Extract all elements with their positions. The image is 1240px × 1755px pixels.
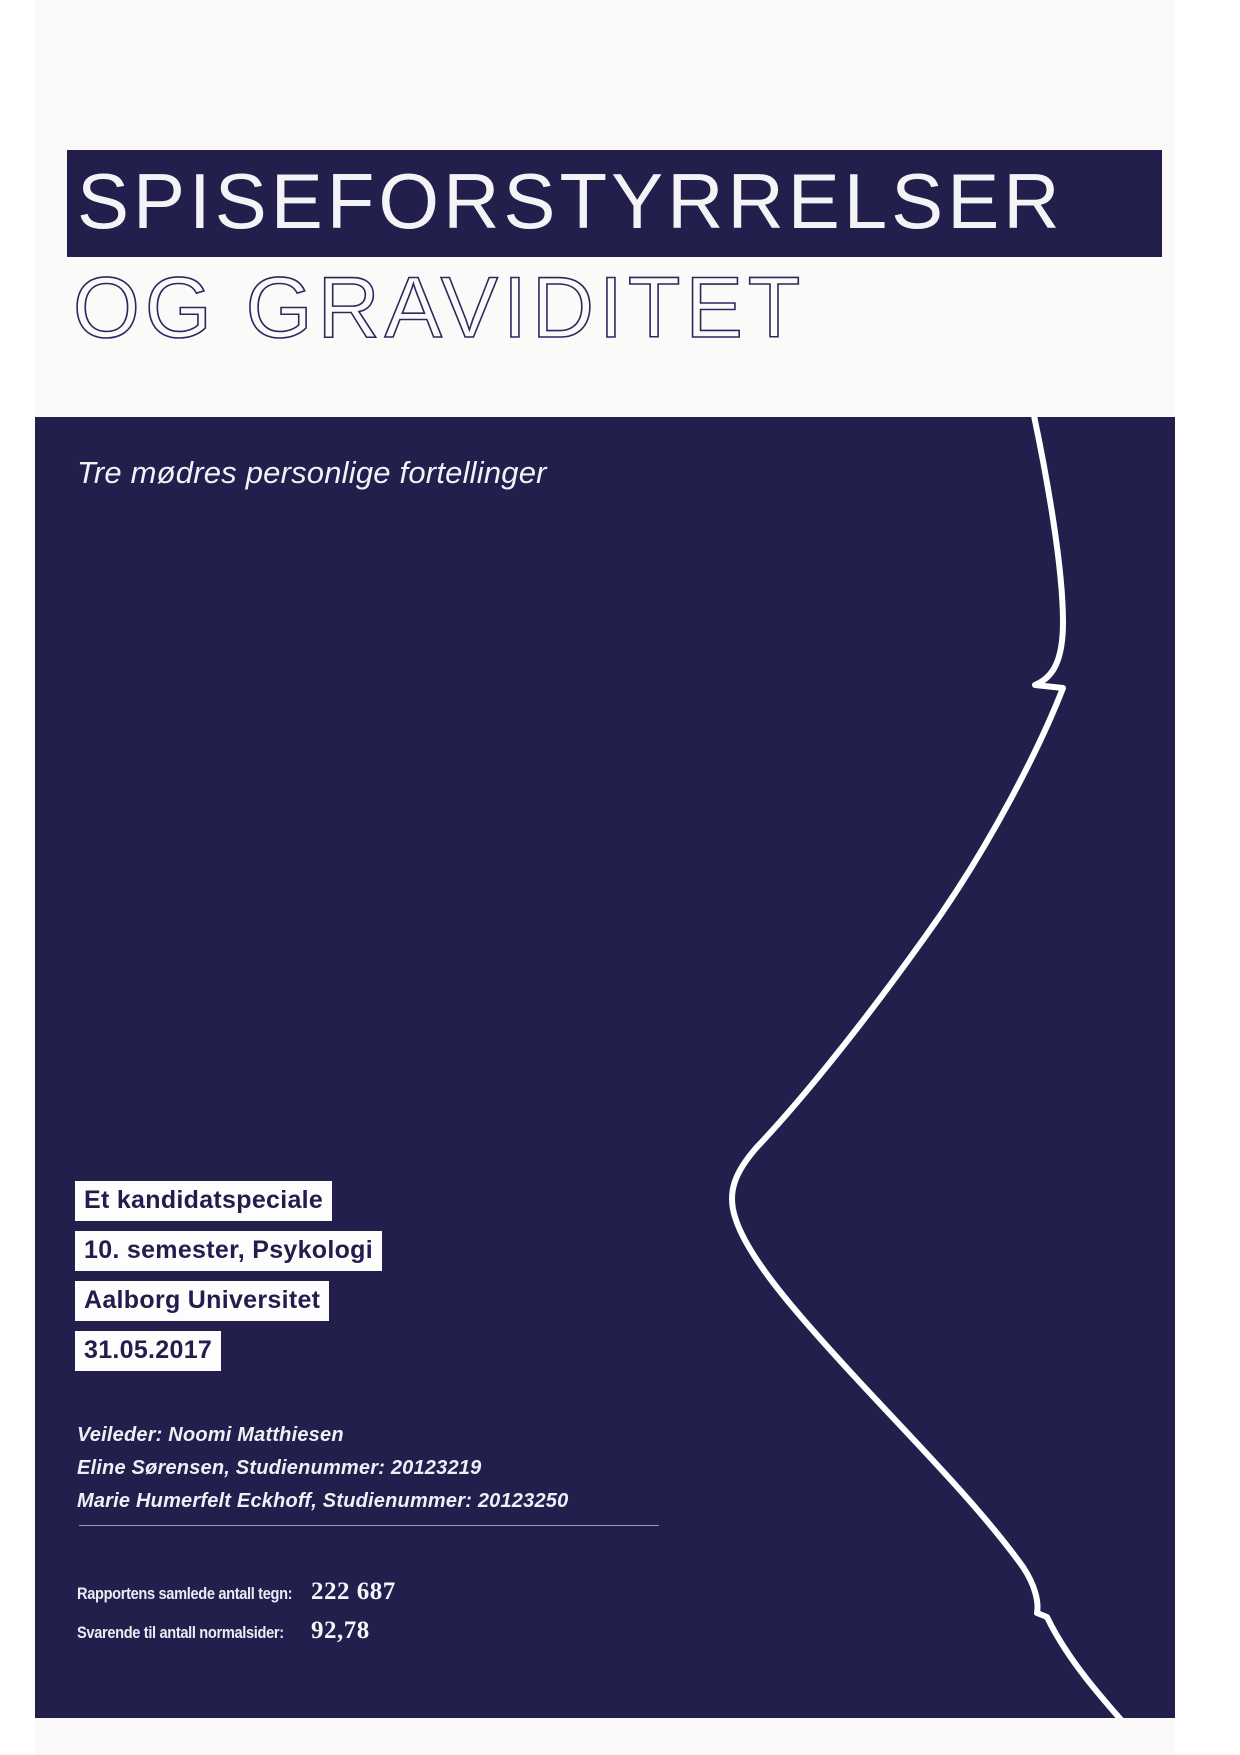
highlighted-info-stack [75,1181,382,1381]
highlighted-row [75,1181,382,1231]
highlight-kandidatspeciale: Et kandidatspeciale [75,1181,332,1221]
pregnant-silhouette-curve-icon [35,417,1175,1718]
credits-block [77,1419,568,1518]
title-band [67,150,1162,257]
horizontal-divider [79,1525,659,1526]
stat-label-character-count: Rapportens samlede antall tegn: [77,1584,293,1603]
highlighted-row [75,1281,382,1331]
highlight-university: Aalborg Universitet [75,1281,329,1321]
navy-body-panel [35,417,1175,1718]
highlight-date: 31.05.2017 [75,1331,221,1371]
highlight-semester: 10. semester, Psykologi [75,1231,382,1271]
stat-row-normal-pages [77,1617,396,1645]
credit-author-2: Marie Humerfelt Eckhoff, Studienummer: 20123250 [77,1490,569,1512]
document-title-line-1: SPISEFORSTYRRELSER [77,157,1064,245]
highlighted-row [75,1231,382,1281]
stat-label-normal-pages: Svarende til antall normalsider: [77,1623,284,1642]
credit-supervisor: Veileder: Noomi Matthiesen [77,1424,344,1446]
stat-value-character-count: 222 687 [311,1578,396,1605]
stat-row-character-count [77,1578,396,1606]
statistics-block [77,1578,396,1656]
title-block [35,120,1175,420]
document-title-line-2: OG GRAVIDITET [73,260,806,356]
credit-author-1: Eline Sørensen, Studienummer: 20123219 [77,1457,482,1479]
highlighted-row [75,1331,382,1381]
stat-value-normal-pages: 92,78 [311,1617,370,1644]
document-subtitle: Tre mødres personlige fortellinger [77,455,547,490]
